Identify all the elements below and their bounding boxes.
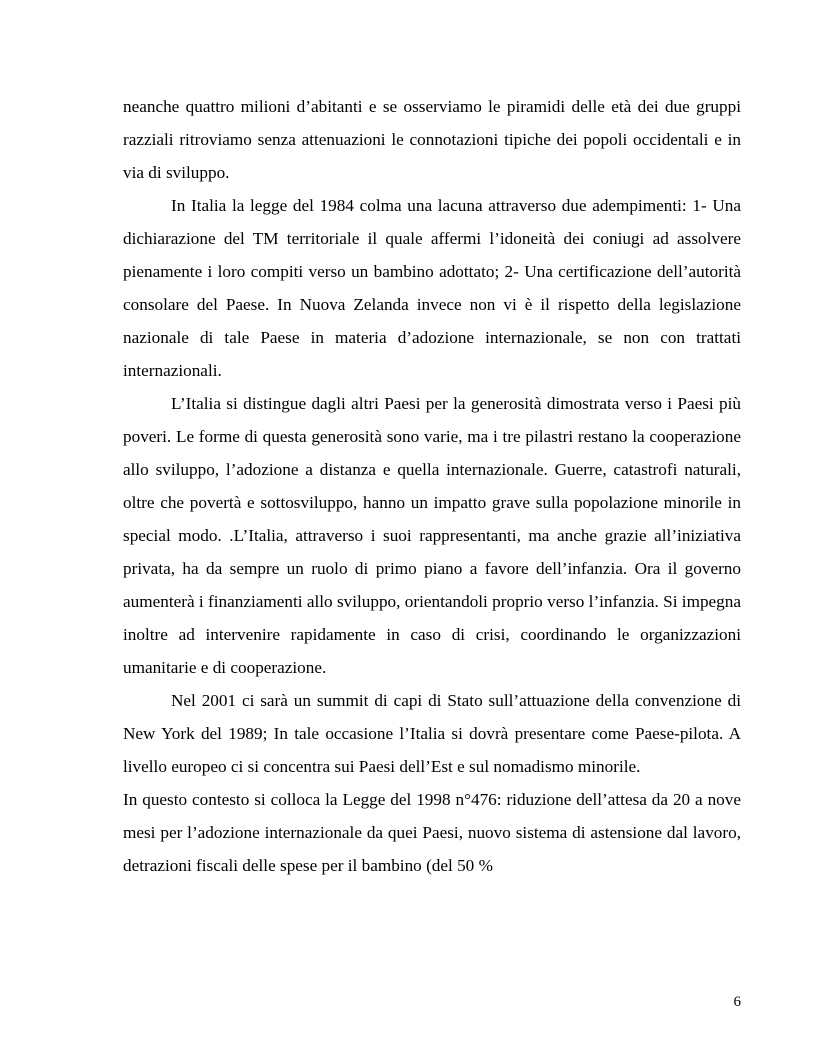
page-number: 6 bbox=[733, 994, 741, 1010]
paragraph-italian-generosity: L’Italia si distingue dagli altri Paesi per la generosità dimostrata verso i Paesi più poveri. Le forme di questa generosità sono varie, ma i tre pilastri restano la cooperazione allo sviluppo, l’adozione a distanza e quella internazionale. Guerre, catastrofi naturali, oltre che povertà e sottosviluppo, hanno un impatto grave sulla popolazione minorile in special modo. .L’Italia, attraverso i suoi rappresentanti, ma anche grazie all’iniziativa privata, ha da sempre un ruolo di primo piano a favore dell’infanzia. Ora il governo aumenterà i finanziamenti allo sviluppo, orientandoli proprio verso l’infanzia. Si impegna inoltre ad intervenire rapidamente in caso di crisi, coordinando le organizzazioni umanitarie e di cooperazione. bbox=[123, 394, 741, 677]
paragraph-italian-law-1984: In Italia la legge del 1984 colma una lacuna attraverso due adempimenti: 1- Una dichiarazione del TM territoriale il quale affermi l’idoneità dei coniugi ad assolvere pienamente i loro compiti verso un bambino adottato; 2- Una certificazione dell’autorità consolare del Paese. In Nuova Zelanda invece non vi è il rispetto della legislazione nazionale di tale Paese in materia d’adozione internazionale, se non con trattati internazionali. bbox=[123, 196, 741, 380]
body-text bbox=[123, 90, 741, 882]
paragraph-summit-2001: Nel 2001 ci sarà un summit di capi di Stato sull’attuazione della convenzione di New York del 1989; In tale occasione l’Italia si dovrà presentare come Paese-pilota. A livello europeo ci si concentra sui Paesi dell’Est e sul nomadismo minorile. bbox=[123, 691, 741, 776]
paragraph-continuation: neanche quattro milioni d’abitanti e se osserviamo le piramidi delle età dei due gruppi razziali ritroviamo senza attenuazioni le connotazioni tipiche dei popoli occidentali e in via di sviluppo. bbox=[123, 97, 741, 182]
paragraph-law-1998: In questo contesto si colloca la Legge del 1998 n°476: riduzione dell’attesa da 20 a nove mesi per l’adozione internazionale da quei Paesi, nuovo sistema di astensione dal lavoro, detrazioni fiscali delle spese per il bambino (del 50 % bbox=[123, 790, 741, 875]
